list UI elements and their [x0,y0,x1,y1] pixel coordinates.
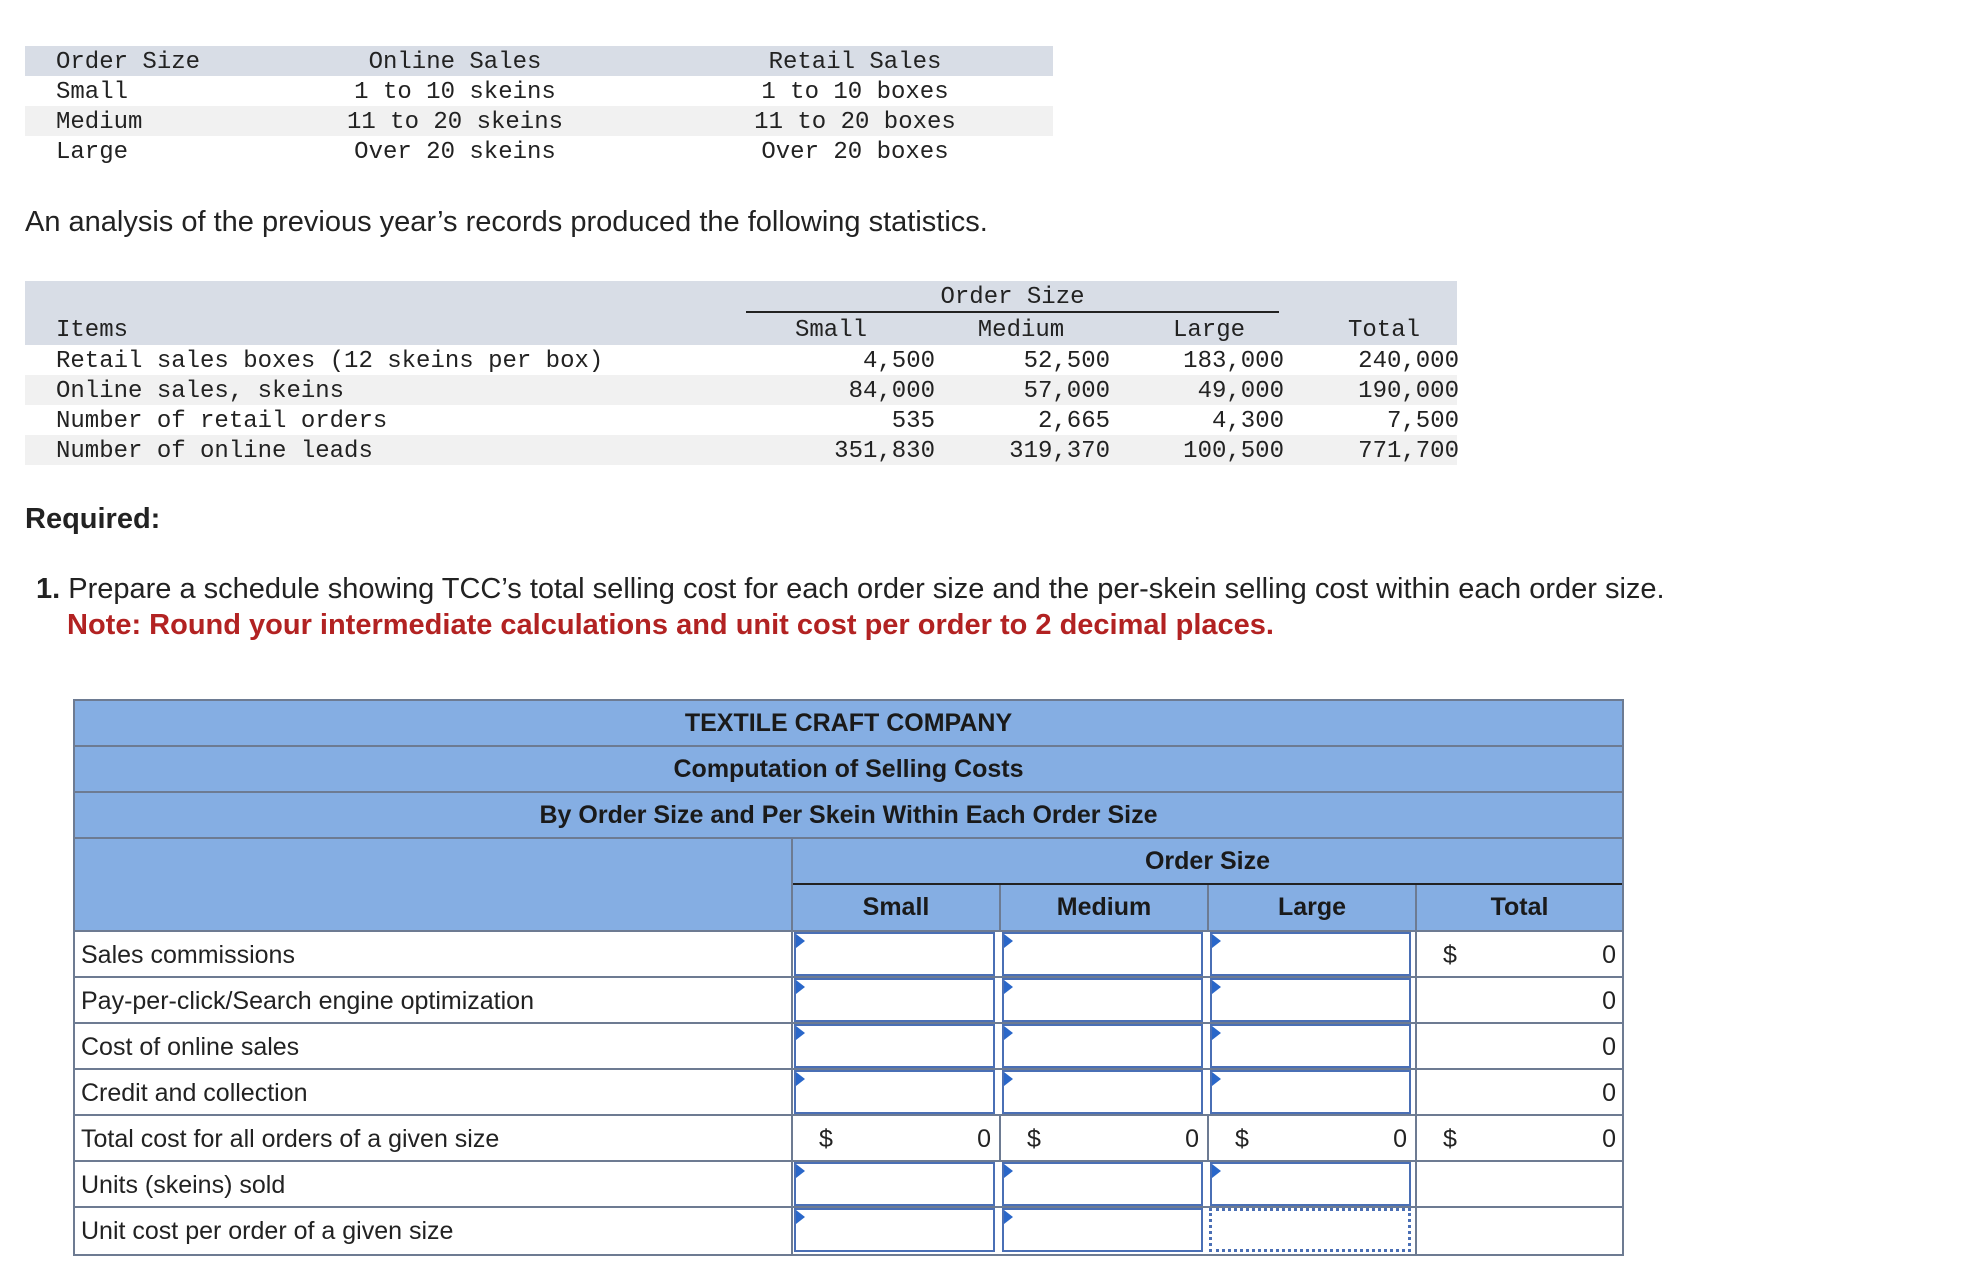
header-large: Large [1172,317,1245,344]
input-marker-icon [1212,934,1221,948]
table-row [25,136,1053,166]
input-marker-icon [796,934,805,948]
divider [791,1070,793,1116]
row-label: Cost of online sales [81,1033,300,1061]
ppc-total: 0 [1602,987,1616,1015]
cell: 100,500 [1183,438,1284,465]
row-label: Unit cost per order of a given size [81,1217,454,1245]
order-size-group-header: Order Size [940,284,1085,311]
row-label: Number of online leads [56,438,373,465]
online-sales-cost-small-input[interactable] [794,1024,995,1068]
divider [791,978,793,1024]
row-credit-and-collection [75,1070,1622,1116]
total-cost-small: 0 [977,1125,991,1153]
row-units-sold [75,1162,1622,1208]
input-marker-icon [796,1164,805,1178]
row-unit-cost [75,1208,1622,1254]
sales-commissions-small-input[interactable] [794,932,995,976]
unit-cost-large-input[interactable] [1209,1208,1411,1252]
currency-symbol: $ [1443,1125,1457,1153]
divider [1415,932,1417,978]
cell: 771,700 [1358,438,1459,465]
row-label: Units (skeins) sold [81,1171,286,1199]
divider [999,885,1001,932]
order-size-header-row [25,46,1053,76]
order-size-table [25,46,1053,166]
divider [1415,1116,1417,1162]
divider [1415,1070,1417,1116]
cell: 7,500 [1386,408,1459,435]
question-1 [36,573,1665,606]
unit-cost-small-input[interactable] [794,1208,995,1252]
currency-symbol: $ [819,1125,833,1153]
row-label: Retail sales boxes (12 skeins per box) [56,348,604,375]
statistics-header [25,281,1457,345]
input-marker-icon [796,1210,805,1224]
sales-commissions-total: 0 [1602,941,1616,969]
cell: 183,000 [1183,348,1284,375]
row-label: Total cost for all orders of a given size [81,1125,500,1153]
column-large: Large [1277,893,1347,921]
ppc-medium-input[interactable] [1002,978,1203,1022]
header-total: Total [1347,317,1420,344]
credit-collection-small-input[interactable] [794,1070,995,1114]
total-cost-total: 0 [1602,1125,1616,1153]
cell: 319,370 [1009,438,1110,465]
column-total: Total [1490,893,1549,921]
row-label: Credit and collection [81,1079,308,1107]
divider [791,1208,793,1254]
cell: 535 [891,408,935,435]
schedule-title: Computation of Selling Costs [75,747,1622,793]
credit-collection-large-input[interactable] [1210,1070,1411,1114]
input-marker-icon [796,980,805,994]
ppc-large-input[interactable] [1210,978,1411,1022]
header-items: Items [56,317,129,344]
currency-symbol: $ [1235,1125,1249,1153]
input-marker-icon [1004,980,1013,994]
divider [1207,885,1209,932]
input-marker-icon [1212,980,1221,994]
rounding-note: Note: Round your intermediate calculations and unit cost per order to 2 decimal places. [67,609,1274,641]
table-row [25,435,1457,465]
input-marker-icon [796,1072,805,1086]
column-small: Small [862,893,930,921]
header-retail-sales: Retail Sales [768,49,942,76]
order-size-header: Order Size [1144,847,1271,875]
cell: 2,665 [1037,408,1110,435]
cell: 84,000 [848,378,935,405]
units-sold-medium-input[interactable] [1002,1162,1203,1206]
cell: 57,000 [1023,378,1110,405]
statistics-table [25,281,1457,465]
total-cost-medium: 0 [1185,1125,1199,1153]
cell: 1 to 10 skeins [354,79,556,106]
cell: Large [56,139,129,166]
ppc-small-input[interactable] [794,978,995,1022]
cell: Over 20 boxes [761,139,949,166]
divider [1415,885,1417,932]
table-row [25,76,1053,106]
sales-commissions-large-input[interactable] [1210,932,1411,976]
cell: 49,000 [1197,378,1284,405]
table-row [25,106,1053,136]
selling-cost-schedule [73,699,1624,1256]
cell: 351,830 [834,438,935,465]
units-sold-small-input[interactable] [794,1162,995,1206]
currency-symbol: $ [1027,1125,1041,1153]
table-row [25,405,1457,435]
currency-symbol: $ [1443,941,1457,969]
header-order-size: Order Size [56,49,201,76]
input-marker-icon [1212,1026,1221,1040]
online-sales-cost-medium-input[interactable] [1002,1024,1203,1068]
cell: Small [56,79,129,106]
cell: 190,000 [1358,378,1459,405]
cell: 4,500 [862,348,935,375]
online-sales-cost-total: 0 [1602,1033,1616,1061]
input-marker-icon [1004,934,1013,948]
credit-collection-total: 0 [1602,1079,1616,1107]
cell: 11 to 20 skeins [346,109,564,136]
cell: Medium [56,109,143,136]
input-marker-icon [1004,1072,1013,1086]
schedule-company-title: TEXTILE CRAFT COMPANY [75,701,1622,747]
input-marker-icon [796,1026,805,1040]
schedule-subtitle: By Order Size and Per Skein Within Each Order Size [75,793,1622,839]
cell: 1 to 10 boxes [761,79,949,106]
divider [1415,1208,1417,1254]
online-sales-cost-large-input[interactable] [1210,1024,1411,1068]
question-number: 1. [36,573,61,605]
input-marker-icon [1004,1026,1013,1040]
units-sold-large-input[interactable] [1210,1162,1411,1206]
table-row [25,345,1457,375]
input-marker-icon [1212,1164,1221,1178]
divider [791,1024,793,1070]
header-small: Small [794,317,867,344]
required-heading: Required: [25,503,161,535]
question-text: Prepare a schedule showing TCC’s total selling cost for each order size and the per-skein selling cost within each order size. [68,573,1665,605]
cell: 52,500 [1023,348,1110,375]
cell: Over 20 skeins [354,139,556,166]
input-marker-icon [1004,1210,1013,1224]
sales-commissions-medium-input[interactable] [1002,932,1203,976]
header-medium: Medium [977,317,1065,344]
analysis-text: An analysis of the previous year’s records produced the following statistics. [25,206,988,238]
divider [791,1162,793,1208]
group-underline [746,311,1279,313]
row-total-cost [75,1116,1622,1162]
divider [1415,1162,1417,1208]
row-pay-per-click [75,978,1622,1024]
table-row [25,375,1457,405]
divider [1415,978,1417,1024]
cell: 11 to 20 boxes [754,109,956,136]
row-label: Sales commissions [81,941,295,969]
row-label: Number of retail orders [56,408,388,435]
divider [1415,1024,1417,1070]
divider [791,932,793,978]
header-online-sales: Online Sales [368,49,542,76]
input-marker-icon [1004,1164,1013,1178]
row-label: Pay-per-click/Search engine optimization [81,987,534,1015]
credit-collection-medium-input[interactable] [1002,1070,1203,1114]
row-label: Online sales, skeins [56,378,345,405]
schedule-column-header [75,839,1622,932]
row-sales-commissions [75,932,1622,978]
total-cost-large: 0 [1393,1125,1407,1153]
input-marker-icon [1212,1072,1221,1086]
cell: 4,300 [1211,408,1284,435]
cell: 240,000 [1358,348,1459,375]
column-medium: Medium [1056,893,1152,921]
unit-cost-medium-input[interactable] [1002,1208,1203,1252]
row-cost-of-online-sales [75,1024,1622,1070]
